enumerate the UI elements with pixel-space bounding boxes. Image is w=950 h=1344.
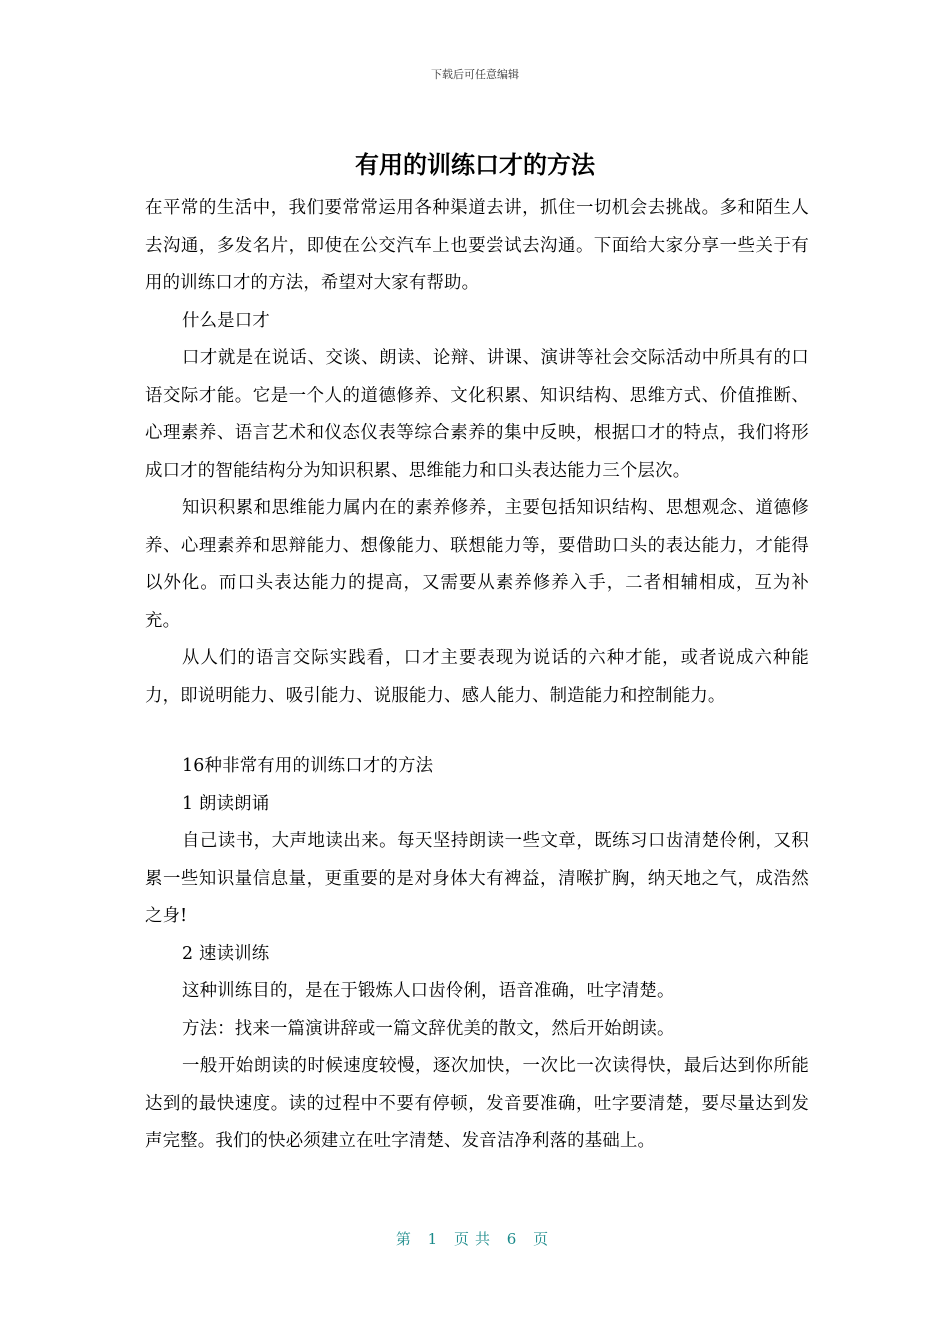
header-note: 下载后可任意编辑 [431,68,519,81]
footer-middle: 页共 [453,1230,496,1248]
paragraph-knowledge-thinking: 知识积累和思维能力属内在的素养修养，主要包括知识结构、思想观念、道德修养、心理素养和思辩能力、想像能力、联想能力等，要借助口头的表达能力，才能得以外化。而口头表达能力的提高，又需要从素养修养入手，二者相辅相成，互为补充。 [145,498,809,631]
footer-suffix: 页 [533,1230,555,1248]
paragraph-definition: 口才就是在说话、交谈、朗读、论辩、讲课、演讲等社会交际活动中所具有的口语交际才能。它是一个人的道德修养、文化积累、知识结构、思维方式、价值推断、心理素养、语言艺术和仪态仪表等综合素养的集中反映，根据口才的特点，我们将形成口才的智能结构分为知识积累、思维能力和口头表达能力三个层次。 [145,348,809,481]
document-title: 有用的训练口才的方法 [355,151,595,179]
footer-prefix: 第 [395,1230,417,1248]
heading-method-2: 2 速读训练 [182,943,270,964]
paragraph-method-2-purpose: 这种训练目的，是在于锻炼人口齿伶俐，语音准确，吐字清楚。 [182,981,675,1001]
paragraph-gap [145,715,809,748]
heading-16-methods: 16种非常有用的训练口才的方法 [182,756,434,776]
document-body [145,190,809,1161]
heading-what-is-eloquence: 什么是口才 [182,310,270,331]
page-footer [0,1228,950,1250]
paragraph-method-1: 自己读书，大声地读出来。每天坚持朗读一些文章，既练习口齿清楚伶俐，又积累一些知识量信息量，更重要的是对身体大有裨益，清喉扩胸，纳天地之气，成浩然之身! [145,831,809,926]
heading-method-1: 1 朗读朗诵 [182,793,270,814]
paragraph-six-abilities: 从人们的语言交际实践看，口才主要表现为说话的六种才能，或者说成六种能力，即说明能力、吸引能力、说服能力、感人能力、制造能力和控制能力。 [145,648,809,706]
paragraph-intro: 在平常的生活中，我们要常常运用各种渠道去讲，抓住一切机会去挑战。多和陌生人去沟通，多发名片，即使在公交汽车上也要尝试去沟通。下面给大家分享一些关于有用的训练口才的方法，希望对大家有帮助。 [145,198,809,293]
footer-page-number: 1 [427,1230,444,1248]
paragraph-method-2-detail: 一般开始朗读的时候速度较慢，逐次加快，一次比一次读得快，最后达到你所能达到的最快速度。读的过程中不要有停顿，发音要准确，吐字要清楚，要尽量达到发声完整。我们的快必须建立在吐字清楚、发音洁净利落的基础上。 [145,1056,809,1151]
footer-total-pages: 6 [506,1230,523,1248]
paragraph-method-2-how: 方法：找来一篇演讲辞或一篇文辞优美的散文，然后开始朗读。 [182,1018,675,1039]
